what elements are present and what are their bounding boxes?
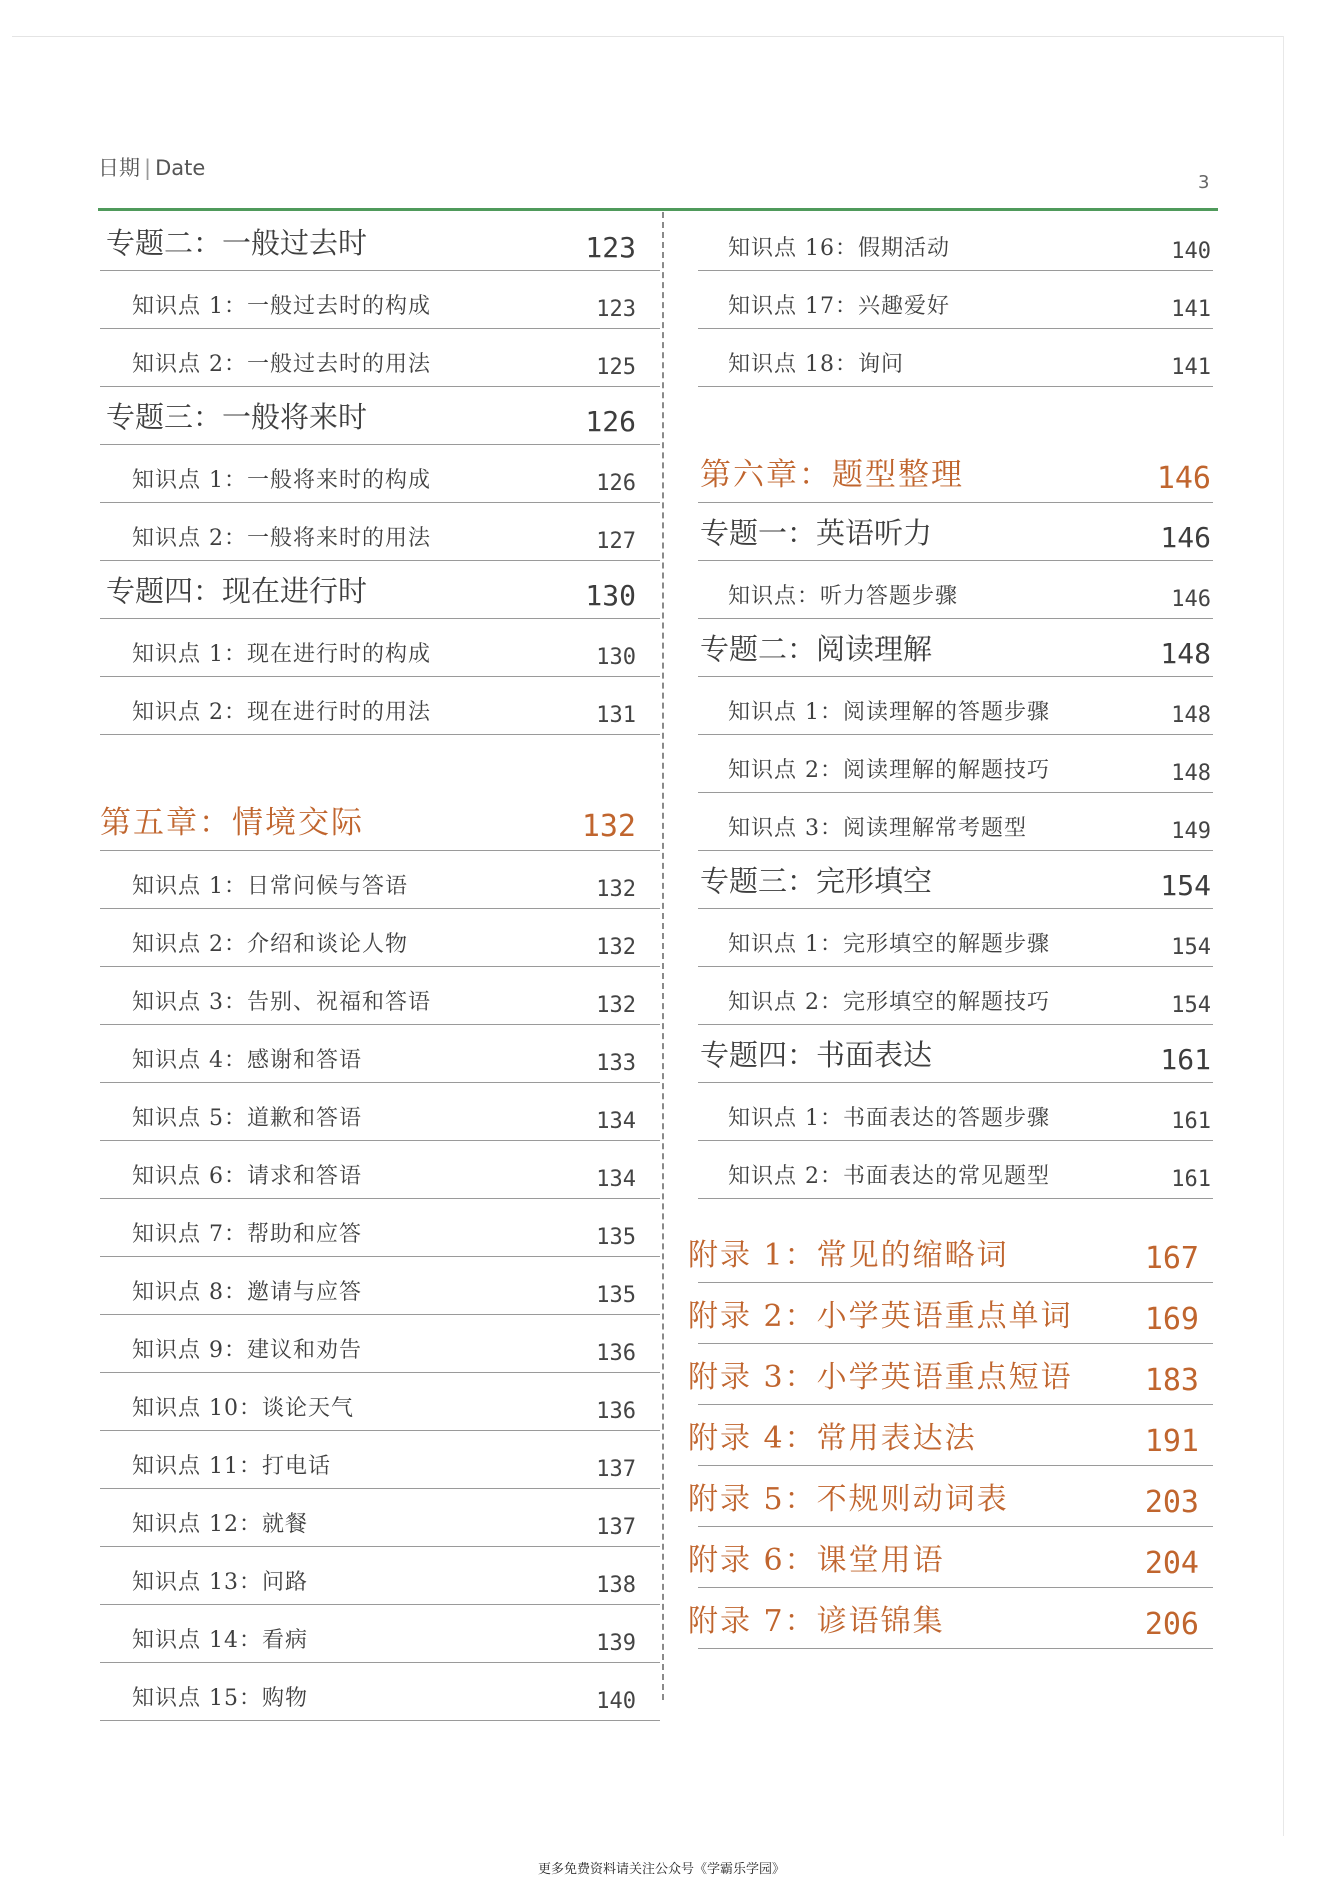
toc-topic-entry <box>698 618 1213 677</box>
toc-point-entry <box>698 792 1213 851</box>
toc-entry-title: 知识点 1：现在进行时的构成 <box>132 642 431 667</box>
toc-entry-page: 125 <box>596 355 636 380</box>
toc-entry-title: 附录 5：不规则动词表 <box>688 1482 1009 1517</box>
toc-point-entry <box>698 328 1213 387</box>
toc-topic-entry <box>698 1024 1213 1083</box>
toc-entry-title: 第五章：情境交际 <box>100 805 364 841</box>
toc-point-entry <box>100 618 660 677</box>
toc-topic-entry <box>698 502 1213 561</box>
toc-entry-page: 146 <box>1160 521 1211 554</box>
toc-entry-page: 130 <box>596 645 636 670</box>
toc-entry-title: 专题二：一般过去时 <box>106 226 368 260</box>
page-edge-right <box>1283 36 1284 1836</box>
toc-entry-title: 知识点 2：介绍和谈论人物 <box>132 932 408 957</box>
toc-point-entry <box>100 1082 660 1141</box>
date-label-en: Date <box>155 156 206 180</box>
toc-entry-page: 127 <box>596 529 636 554</box>
toc-entry-title: 附录 7：谚语锦集 <box>688 1604 945 1639</box>
toc-appendix-entry <box>688 1343 1213 1405</box>
toc-point-entry <box>100 1430 660 1489</box>
toc-topic-entry <box>100 560 660 619</box>
toc-entry-page: 140 <box>1171 239 1211 264</box>
toc-entry-page: 146 <box>1156 461 1211 496</box>
toc-entry-page: 146 <box>1171 587 1211 612</box>
toc-entry-page: 139 <box>596 1631 636 1656</box>
toc-point-entry <box>698 1140 1213 1199</box>
toc-entry-title: 专题三：完形填空 <box>700 864 933 898</box>
toc-entry-title: 知识点 13：问路 <box>132 1570 308 1595</box>
toc-entry-page: 167 <box>1144 1241 1199 1276</box>
toc-point-entry <box>100 328 660 387</box>
toc-entry-title: 专题四：书面表达 <box>700 1038 933 1072</box>
toc-entry-page: 154 <box>1171 993 1211 1018</box>
toc-entry-page: 126 <box>596 471 636 496</box>
toc-point-entry <box>100 850 660 909</box>
toc-entry-title: 知识点 2：一般过去时的用法 <box>132 352 431 377</box>
toc-point-entry <box>100 1546 660 1605</box>
toc-chapter-entry <box>698 444 1213 503</box>
toc-entry-page: 204 <box>1144 1546 1199 1581</box>
toc-entry-page: 130 <box>585 579 636 612</box>
toc-point-entry <box>698 676 1213 735</box>
toc-entry-page: 132 <box>581 809 636 844</box>
toc-point-entry <box>100 1662 660 1721</box>
toc-entry-title: 知识点 17：兴趣爱好 <box>728 294 950 319</box>
toc-point-entry <box>100 1314 660 1373</box>
toc-entry-page: 148 <box>1160 637 1211 670</box>
toc-point-entry <box>100 676 660 735</box>
toc-entry-page: 137 <box>596 1457 636 1482</box>
page-number: 3 <box>1198 172 1210 193</box>
toc-point-entry <box>100 966 660 1025</box>
toc-entry-title: 知识点 2：阅读理解的解题技巧 <box>728 758 1050 783</box>
toc-point-entry <box>100 908 660 967</box>
toc-entry-page: 191 <box>1144 1424 1199 1459</box>
toc-entry-title: 知识点 5：道歉和答语 <box>132 1106 362 1131</box>
toc-entry-page: 203 <box>1144 1485 1199 1520</box>
date-header: 日期 | Date <box>98 156 206 180</box>
toc-entry-page: 135 <box>596 1283 636 1308</box>
toc-entry-page: 141 <box>1171 355 1211 380</box>
toc-point-entry <box>100 1024 660 1083</box>
toc-point-entry <box>100 1256 660 1315</box>
toc-entry-page: 136 <box>596 1399 636 1424</box>
toc-point-entry <box>698 560 1213 619</box>
toc-point-entry <box>698 734 1213 793</box>
column-divider <box>662 212 664 1700</box>
toc-entry-title: 专题二：阅读理解 <box>700 632 933 666</box>
toc-entry-title: 知识点 2：完形填空的解题技巧 <box>728 990 1050 1015</box>
toc-entry-title: 知识点 1：日常问候与答语 <box>132 874 408 899</box>
toc-entry-title: 知识点 14：看病 <box>132 1628 308 1653</box>
toc-entry-page: 131 <box>596 703 636 728</box>
toc-appendix-entry <box>688 1587 1213 1649</box>
toc-entry-title: 附录 1：常见的缩略词 <box>688 1238 1009 1273</box>
toc-point-entry <box>698 966 1213 1025</box>
toc-point-entry <box>100 1488 660 1547</box>
toc-point-entry <box>100 1198 660 1257</box>
toc-entry-page: 135 <box>596 1225 636 1250</box>
toc-entry-page: 132 <box>596 877 636 902</box>
toc-entry-title: 第六章：题型整理 <box>700 457 964 493</box>
toc-entry-title: 知识点 6：请求和答语 <box>132 1164 362 1189</box>
toc-point-entry <box>100 444 660 503</box>
footer-note: 更多免费资料请关注公众号《学霸乐学园》 <box>537 1862 785 1877</box>
toc-appendix-entry <box>688 1404 1213 1466</box>
toc-point-entry <box>100 1140 660 1199</box>
toc-entry-title: 知识点 8：邀请与应答 <box>132 1280 362 1305</box>
toc-entry-title: 知识点 16：假期活动 <box>728 236 950 261</box>
toc-entry-title: 知识点 2：书面表达的常见题型 <box>728 1164 1050 1189</box>
page-edge-top <box>12 36 1284 37</box>
toc-entry-title: 专题三：一般将来时 <box>106 400 368 434</box>
toc-entry-page: 154 <box>1160 869 1211 902</box>
toc-point-entry <box>698 1082 1213 1141</box>
toc-appendix-entry <box>688 1221 1213 1283</box>
toc-entry-page: 154 <box>1171 935 1211 960</box>
toc-entry-title: 知识点：听力答题步骤 <box>728 584 959 609</box>
toc-point-entry <box>698 212 1213 271</box>
toc-entry-title: 附录 2：小学英语重点单词 <box>688 1299 1073 1334</box>
toc-entry-page: 126 <box>585 405 636 438</box>
toc-entry-page: 161 <box>1160 1043 1211 1076</box>
toc-entry-page: 206 <box>1144 1607 1199 1642</box>
toc-entry-page: 137 <box>596 1515 636 1540</box>
toc-appendix-entry <box>688 1282 1213 1344</box>
toc-entry-page: 133 <box>596 1051 636 1076</box>
toc-entry-page: 141 <box>1171 297 1211 322</box>
toc-entry-title: 专题一：英语听力 <box>700 516 933 550</box>
toc-entry-title: 附录 3：小学英语重点短语 <box>688 1360 1073 1395</box>
toc-entry-title: 知识点 15：购物 <box>132 1686 308 1711</box>
toc-entry-title: 专题四：现在进行时 <box>106 574 368 608</box>
toc-entry-page: 140 <box>596 1689 636 1714</box>
toc-entry-title: 知识点 1：一般过去时的构成 <box>132 294 431 319</box>
toc-entry-page: 123 <box>596 297 636 322</box>
toc-entry-page: 132 <box>596 935 636 960</box>
toc-entry-title: 附录 4：常用表达法 <box>688 1421 977 1456</box>
toc-entry-title: 知识点 1：完形填空的解题步骤 <box>728 932 1050 957</box>
toc-entry-title: 知识点 11：打电话 <box>132 1454 331 1479</box>
toc-entry-page: 134 <box>596 1167 636 1192</box>
toc-point-entry <box>698 270 1213 329</box>
toc-entry-page: 136 <box>596 1341 636 1366</box>
toc-entry-page: 161 <box>1171 1167 1211 1192</box>
toc-entry-title: 知识点 1：阅读理解的答题步骤 <box>728 700 1050 725</box>
toc-entry-title: 知识点 7：帮助和应答 <box>132 1222 362 1247</box>
toc-entry-page: 148 <box>1171 703 1211 728</box>
toc-appendix-entry <box>688 1465 1213 1527</box>
date-label: 日期 <box>98 156 140 180</box>
toc-topic-entry <box>698 850 1213 909</box>
toc-entry-page: 169 <box>1144 1302 1199 1337</box>
toc-entry-page: 183 <box>1144 1363 1199 1398</box>
toc-entry-title: 知识点 3：阅读理解常考题型 <box>728 816 1027 841</box>
toc-topic-entry <box>100 212 660 271</box>
header-rule <box>98 208 1218 211</box>
toc-entry-title: 知识点 1：书面表达的答题步骤 <box>728 1106 1050 1131</box>
toc-chapter-entry <box>100 792 660 851</box>
toc-entry-page: 134 <box>596 1109 636 1134</box>
toc-entry-page: 149 <box>1171 819 1211 844</box>
toc-point-entry <box>100 270 660 329</box>
toc-entry-title: 知识点 12：就餐 <box>132 1512 308 1537</box>
toc-point-entry <box>100 1604 660 1663</box>
toc-entry-title: 知识点 4：感谢和答语 <box>132 1048 362 1073</box>
toc-entry-title: 知识点 10：谈论天气 <box>132 1396 354 1421</box>
toc-entry-title: 知识点 18：询问 <box>728 352 904 377</box>
toc-entry-page: 161 <box>1171 1109 1211 1134</box>
toc-entry-title: 知识点 1：一般将来时的构成 <box>132 468 431 493</box>
toc-entry-title: 知识点 2：现在进行时的用法 <box>132 700 431 725</box>
toc-entry-page: 132 <box>596 993 636 1018</box>
toc-entry-title: 知识点 2：一般将来时的用法 <box>132 526 431 551</box>
toc-entry-title: 知识点 9：建议和劝告 <box>132 1338 362 1363</box>
toc-entry-page: 138 <box>596 1573 636 1598</box>
toc-topic-entry <box>100 386 660 445</box>
toc-entry-title: 知识点 3：告别、祝福和答语 <box>132 990 431 1015</box>
toc-entry-page: 148 <box>1171 761 1211 786</box>
toc-point-entry <box>100 1372 660 1431</box>
toc-entry-page: 123 <box>585 231 636 264</box>
toc-appendix-entry <box>688 1526 1213 1588</box>
toc-point-entry <box>100 502 660 561</box>
toc-point-entry <box>698 908 1213 967</box>
toc-entry-title: 附录 6：课堂用语 <box>688 1543 945 1578</box>
